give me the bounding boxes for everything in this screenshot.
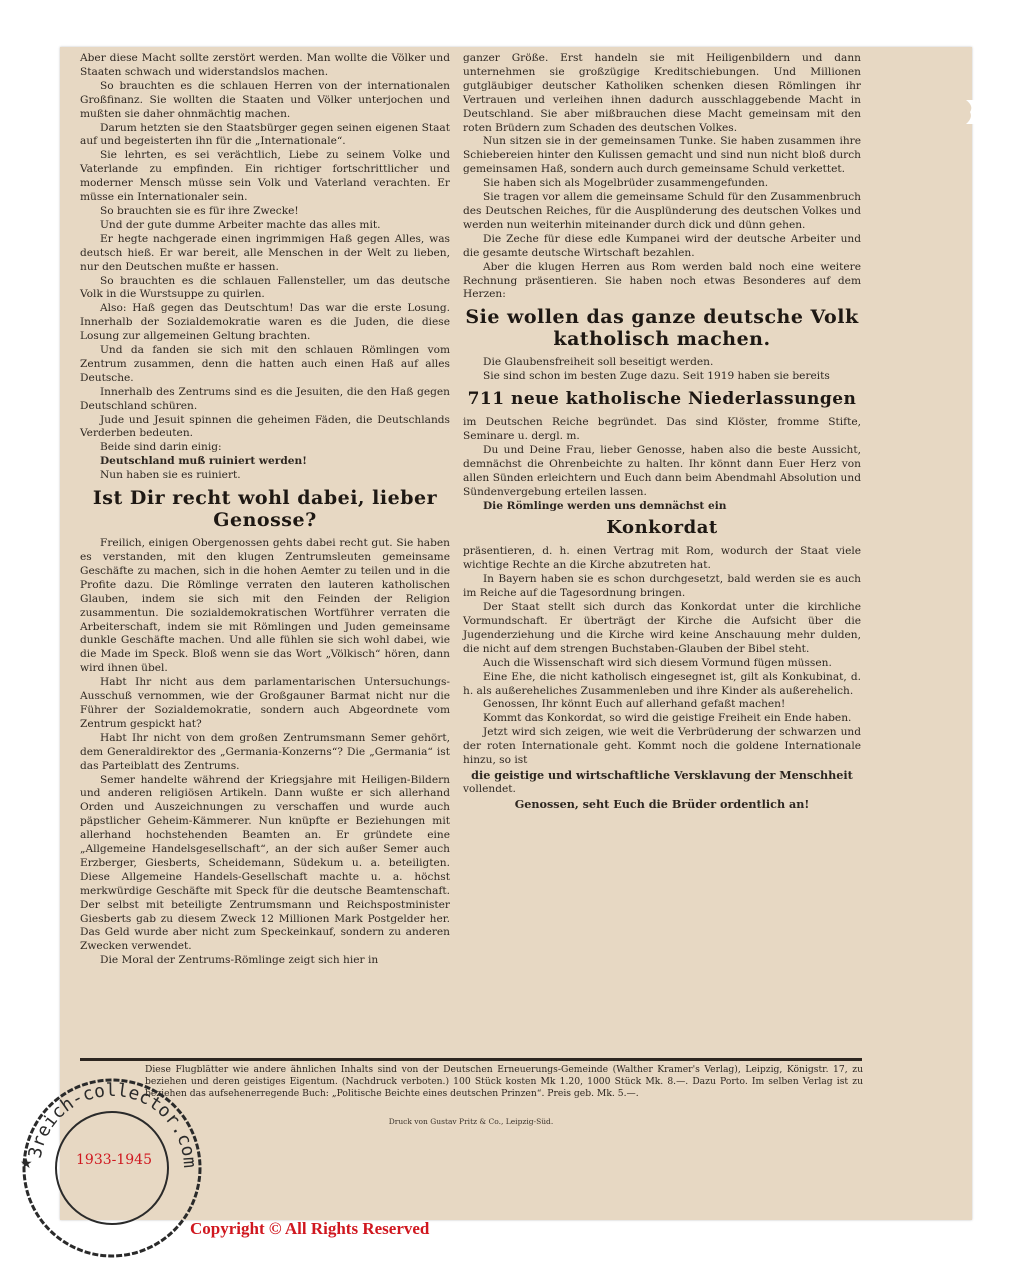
section-heading: 711 neue katholische Niederlassungen [467,389,857,410]
paragraph: im Deutschen Reiche begründet. Das sind Klöster, fromme Stifte, Seminare u. dergl. m. [463,416,861,443]
paragraph: Semer handelte während der Kriegsjahre mit Heiligen-Bildern und anderen religiösen Artikeln. Dann wußte er sich allerhand Orden und Auszeichnungen zu verschaffen und wurde auch päpstlicher Geheim-Kämmerer. Nun knüpfte er Beziehungen mit allerhand hochstehenden Beamten an. Er gründete eine „Allgemeine Handelsgesellschaft“, an der sich außer Semer auch Erzberger, Giesberts, Scheidemann, Südekum u. a. beteiligten. Diese Allgemeine Handels-Gesellschaft machte u. a. höchst merkwürdige Geschäfte mit Speck für die deutsche Beamtenschaft. Der selbst mit beteiligte Zentrumsmann und Reichspostminister Giesberts gab zu diesem Zweck 12 Millionen Mark Postgelder her. Das Geld wurde aber nicht zum Speckeinkauf, sondern zu anderen Zwecken verwendet. [80,773,450,953]
paragraph: Jetzt wird sich zeigen, wie weit die Verbrüderung der schwarzen und der roten Internationale geht. Kommt noch die goldene Internationale hinzu, so ist [463,726,861,767]
emphasis-line: die geistige und wirtschaftliche Versklavung der Menschheit [471,767,853,782]
paragraph: Beide sind darin einig: [100,441,222,454]
paragraph: Der Staat stellt sich durch das Konkordat unter die kirchliche Vormundschaft. Er überträgt der Kirche die Aufsicht über die Jugenderziehung und die Kirche wird keine Anschauung mehr dulden, die nicht auf dem strengen Buchstaben-Glauben der Bibel steht. [463,601,861,655]
paragraph: Sie tragen vor allem die gemeinsame Schuld für den Zusammenbruch des Deutschen Reiches, für die Ausplünderung des deutschen Volkes und werden nun weiterhin miteinander durch dick und dünn gehen. [463,191,861,231]
paragraph: Aber die klugen Herren aus Rom werden bald noch eine weitere Rechnung präsentieren. Sie haben noch etwas Besonderes auf dem Herzen: [463,260,861,301]
paragraph: So brauchten es die schlauen Fallensteller, um das deutsche Volk in die Wurstsuppe zu quirlen. [80,274,450,301]
paragraph: Habt Ihr nicht aus dem parlamentarischen Untersuchungs-Ausschuß vernommen, wie der Großgauner Barmat nicht nur die Führer der Sozialdemokratie, sondern auch Abgeordnete vom Zentrum gespickt hat? [80,676,450,730]
paragraph: Also: Haß gegen das Deutschtum! Das war die erste Losung. Innerhalb der Sozialdemokratie waren es die Juden, die diese Losung zur allgemeinen Geltung brachten. [80,302,450,343]
stamp-ring-text: 3reich-collector.com [24,1079,201,1169]
paragraph: vollendet. [463,782,516,795]
footer-rule [80,1058,862,1061]
paragraph: Die Moral der Zentrums-Römlinge zeigt sich hier in [100,954,379,967]
paragraph: Freilich, einigen Obergenossen gehts dabei recht gut. Sie haben es verstanden, mit den klugen Zentrumsleuten gemeinsame Geschäfte zu machen, sich in die hohen Aemter zu teilen und in die Profite dazu. Die Römlinge verraten den lauteren katholischen Glauben, indem sie sich mit den Feinden der Religion zusammentun. Die sozialdemokratischen Wortführer verraten die Arbeiterschaft, indem sie mit Römlingen und Juden gemeinsame dunkle Geschäfte machen. Und alle fühlen sie sich wohl dabei, wie die Made im Speck. Bloß wenn sie das Wort „Völkisch“ hören, dann wird ihnen übel. [80,537,450,675]
paragraph: Jude und Jesuit spinnen die geheimen Fäden, die Deutschlands Verderben bedeuten. [80,413,450,440]
right-column [463,52,861,812]
paragraph: Eine Ehe, die nicht katholisch eingesegnet ist, gilt als Konkubinat, d. h. als außereheliches Zusammenleben und ihre Kinder als außerehelich. [463,670,861,697]
paragraph: Sie lehrten, es sei verächtlich, Liebe zu seinem Volke und Vaterlande zu empfinden. Ein richtiger fortschrittlicher und moderner Mensch müsse sein Volk und Vaterland verachten. Er müsse ein Internationaler sein. [80,149,450,204]
section-heading: Sie wollen das ganze deutsche Volk katholisch machen. [465,306,859,351]
stamp-date: 1933-1945 [76,1152,152,1168]
paragraph: Darum hetzten sie den Staatsbürger gegen seinen eigenen Staat auf und begeisterten ihn für die „Internationale“. [80,121,450,148]
paragraph: Deutschland muß ruiniert werden! [100,455,307,468]
copyright-notice: Copyright © All Rights Reserved [190,1219,430,1238]
paragraph: Genossen, Ihr könnt Euch auf allerhand gefaßt machen! [483,698,786,711]
paragraph: Die Römlinge werden uns demnächst ein [483,499,727,512]
section-heading: Ist Dir recht wohl dabei, lieber Genosse? [92,487,438,532]
publisher-note: Diese Flugblätter wie andere ähnlichen Inhalts sind von der Deutschen Erneuerungs-Gemeinde (Walther Kramer's Verlag), Leipzig, Königstr. 17, zu beziehen und deren geistiges Eigentum. (Nachdruck verboten.) 100 Stück kosten Mk 1.20, 1000 Stück Mk. 8.—. Dazu Porto. Im selben Verlag ist zu beziehen das aufsehenerregende Buch: „Politische Beichte eines deutschen Prinzen“. Preis geb. Mk. 5.—. [145,1064,863,1099]
paragraph: Innerhalb des Zentrums sind es die Jesuiten, die den Haß gegen Deutschland schüren. [80,385,450,412]
paragraph: So brauchten sie es für ihre Zwecke! [100,204,299,217]
paragraph: Und da fanden sie sich mit den schlauen Römlingen vom Zentrum zusammen, denn die hatten auch einen Haß auf alles Deutsche. [80,344,450,384]
paragraph: In Bayern haben sie es schon durchgesetzt, bald werden sie es auch im Reiche auf die Tagesordnung bringen. [463,573,861,600]
torn-edge-mark [966,100,980,124]
left-column [80,52,450,968]
paragraph: Nun haben sie es ruiniert. [100,469,241,482]
paragraph: Nun sitzen sie in der gemeinsamen Tunke. Sie haben zusammen ihre Schiebereien hinter den Kulissen gemacht und sind nun nicht bloß durch gemeinsamen Haß, sondern auch durch gemeinsame Schuld verkettet. [463,135,861,176]
paragraph: Du und Deine Frau, lieber Genosse, haben also die beste Aussicht, demnächst die Ohrenbeichte zu halten. Ihr könnt dann Euer Herz von allen Sünden erleichtern und Euch dann beim Abendmahl Absolution und Sündenvergebung erteilen lassen. [463,443,861,498]
paragraph: Habt Ihr nicht von dem großen Zentrumsmann Semer gehört, dem Generaldirektor des „Germania-Konzerns“? Die „Germania“ ist das Parteiblatt des Zentrums. [80,731,450,772]
stamp-star-left: ★ [20,1156,33,1172]
paragraph: Auch die Wissenschaft wird sich diesem Vormund fügen müssen. [483,656,832,669]
paragraph: Kommt das Konkordat, so wird die geistige Freiheit ein Ende haben. [483,712,852,725]
paragraph: präsentieren, d. h. einen Vertrag mit Rom, wodurch der Staat viele wichtige Rechte an die Kirche abzutreten hat. [463,545,861,572]
emphasis-line: Genossen, seht Euch die Brüder ordentlich an! [514,796,810,811]
paragraph: Er hegte nachgerade einen ingrimmigen Haß gegen Alles, was deutsch hieß. Er war bereit, alle Menschen in der Welt zu lieben, nur den Deutschen mußte er hassen. [80,232,450,273]
paragraph: ganzer Größe. Erst handeln sie mit Heiligenbildern und dann unternehmen sie großzügige Kreditschiebungen. Und Millionen gutgläubiger deutscher Katholiken schenken diesen Römlingen ihr Vertrauen und verleihen ihnen dadurch ausschlaggebende Macht in Deutschland. Sie aber mißbrauchen diese Macht gemeinsam mit den roten Brüdern zum Schaden des deutschen Volkes. [463,52,861,134]
paragraph: Die Glaubensfreiheit soll beseitigt werden. [483,356,714,369]
paragraph: Sie haben sich als Mogelbrüder zusammengefunden. [483,177,769,190]
paragraph: Sie sind schon im besten Zuge dazu. Seit 1919 haben sie bereits [483,370,830,383]
section-heading: Konkordat [606,517,718,539]
paragraph: Die Zeche für diese edle Kumpanei wird der deutsche Arbeiter und die gesamte deutsche Wirtschaft bezahlen. [463,232,861,259]
paragraph: Aber diese Macht sollte zerstört werden. Man wollte die Völker und Staaten schwach und widerstandslos machen. [80,52,450,78]
paragraph: So brauchten es die schlauen Herren von der internationalen Großfinanz. Sie wollten die Staaten und Völker unterjochen und mußten sie daher ohnmächtig machen. [80,79,450,120]
paragraph: Und der gute dumme Arbeiter machte das alles mit. [100,218,381,231]
printer-imprint: Druck von Gustav Pritz & Co., Leipzig-Süd. [388,1117,554,1126]
